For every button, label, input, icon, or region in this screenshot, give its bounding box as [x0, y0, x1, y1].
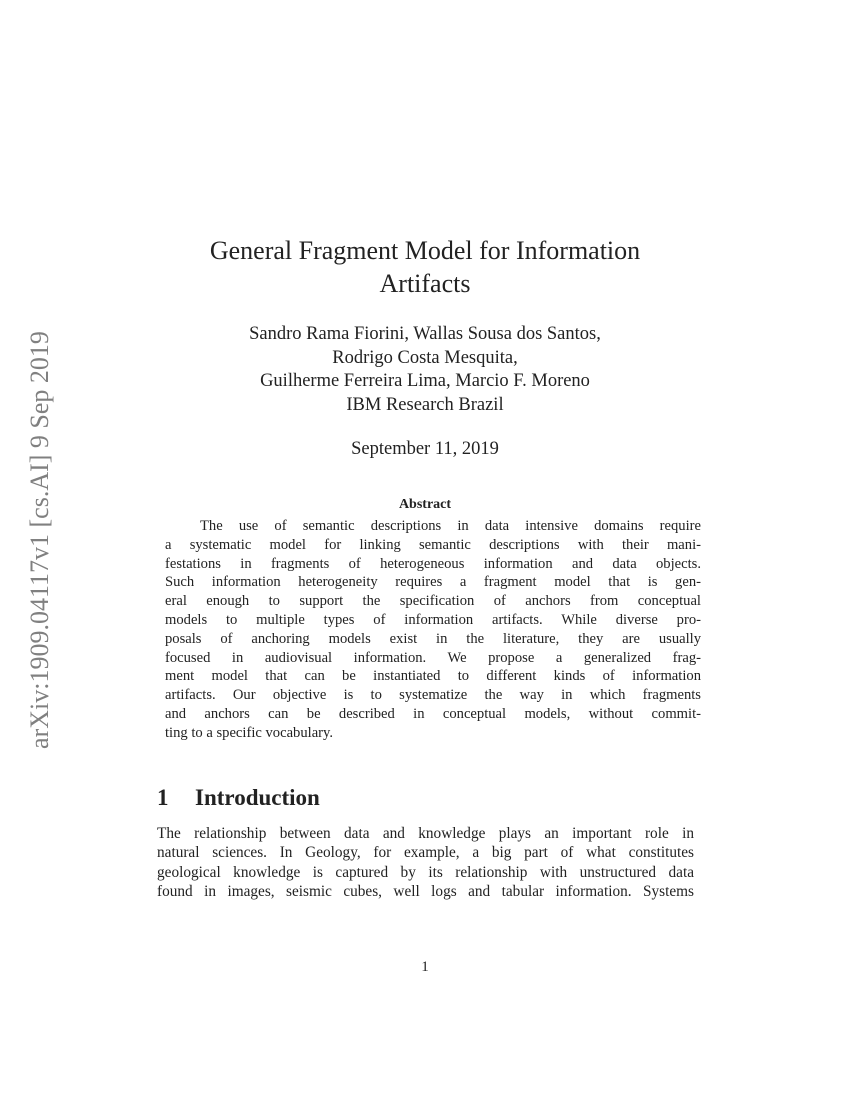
text-line: models to multiple types of information artifacts. While diverse pro- [165, 611, 701, 628]
section-title: Introduction [195, 785, 320, 810]
page-number: 1 [421, 959, 429, 975]
text-line: geological knowledge is captured by its relationship with unstructured data [157, 863, 694, 881]
section-heading [157, 784, 320, 811]
text-line: focused in audiovisual information. We propose a generalized frag- [165, 649, 701, 666]
text-line: and anchors can be described in conceptual models, without commit- [165, 705, 701, 722]
author-line: Guilherme Ferreira Lima, Marcio F. Moreno [260, 371, 590, 391]
section-number: 1 [157, 785, 169, 810]
title-line: General Fragment Model for Information [209, 236, 641, 265]
text-line: posals of anchoring models exist in the literature, they are usually [165, 630, 701, 647]
text-line: eral enough to support the specification of anchors from conceptual [165, 593, 701, 610]
paper-title [0, 234, 850, 300]
text-line: natural sciences. In Geology, for example, a big part of what constitutes [157, 844, 694, 862]
author-list [0, 323, 850, 417]
text-line: ting to a specific vocabulary. [165, 724, 334, 741]
text-line: Such information heterogeneity requires a fragment model that is gen- [165, 574, 701, 591]
text-line: found in images, seismic cubes, well logs and tabular information. Systems [157, 883, 694, 901]
affiliation: IBM Research Brazil [346, 394, 504, 415]
text-line: ment model that can be instantiated to different kinds of information [165, 668, 701, 685]
paper-date: September 11, 2019 [351, 439, 499, 459]
text-line: a systematic model for linking semantic descriptions with their mani- [165, 536, 701, 553]
body-text [157, 824, 694, 902]
abstract-body [165, 517, 701, 743]
text-line: The use of semantic descriptions in data intensive domains require [200, 518, 701, 534]
author-line: Rodrigo Costa Mesquita, [332, 347, 518, 368]
title-line: Artifacts [379, 269, 471, 298]
text-line: festations in fragments of heterogeneous information and data objects. [165, 555, 701, 572]
text-line: The relationship between data and knowledge plays an important role in [157, 825, 694, 842]
text-line: artifacts. Our objective is to systematize the way in which fragments [165, 687, 701, 704]
author-line: Sandro Rama Fiorini, Wallas Sousa dos Santos, [249, 324, 601, 344]
abstract-heading: Abstract [398, 497, 452, 512]
arxiv-identifier-stamp: arXiv:1909.04117v1 [cs.AI] 9 Sep 2019 [25, 331, 54, 749]
